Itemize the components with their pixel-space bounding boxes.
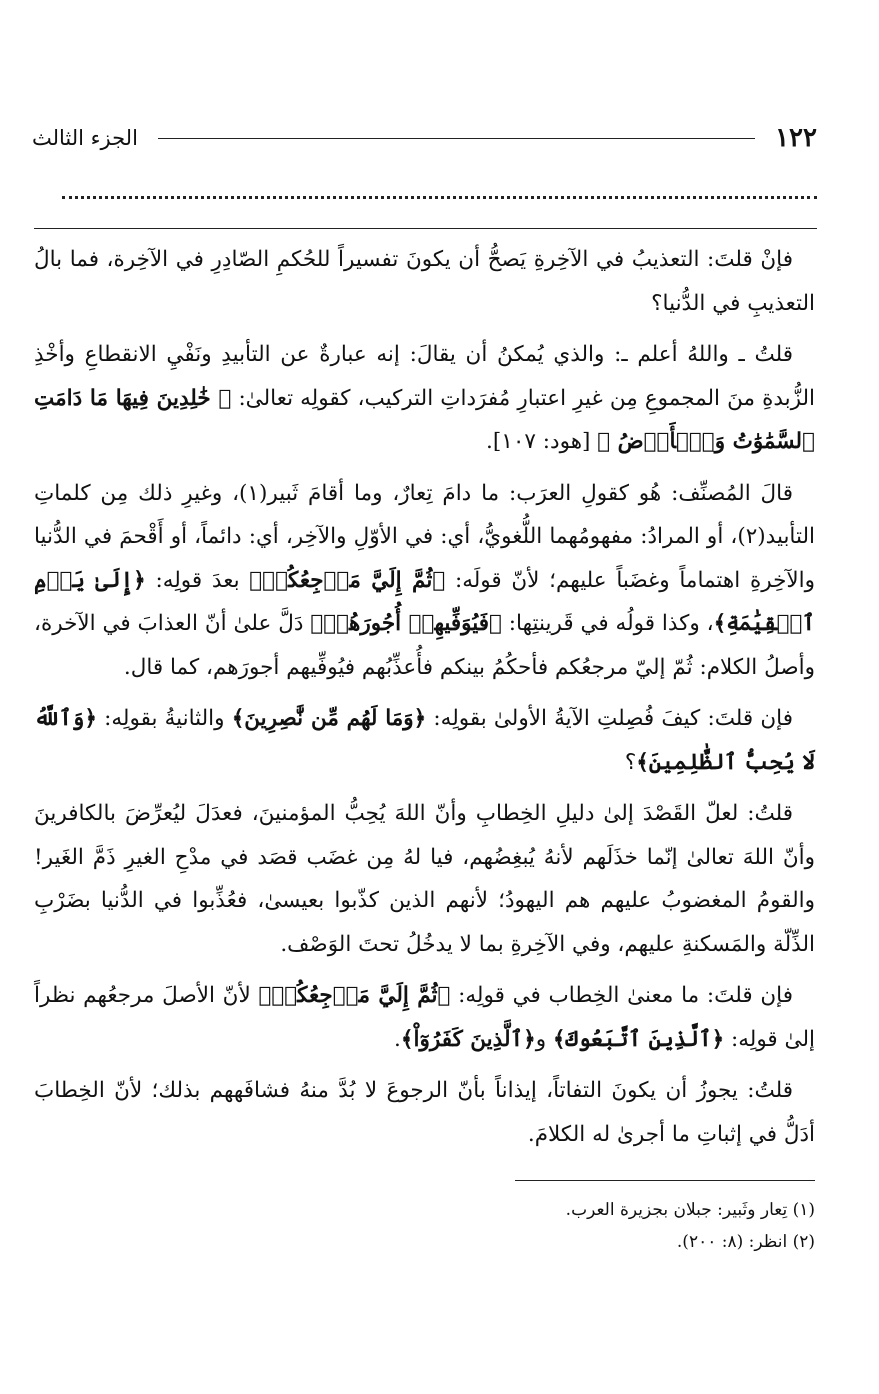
paragraph-text: دَلَّ علىٰ أنّ العذابَ في الآخرة، وأصلُ الكلام: ثُمّ إليّ مرجعُكم فأحكُمُ بينكم فأُعذِّبُهم فيُوفِّيهم أجورَهم، كما قال. (34, 611, 815, 680)
paragraph (34, 974, 815, 1061)
paragraph (34, 792, 815, 966)
paragraph-text: قلتُ: يجوزُ أن يكونَ التفاتاً، إيذاناً بأنّ الرجوعَ لا بُدَّ منهُ فشافَههم بذلك؛ لأنّ الخِطابَ أدَلُّ في إثباتِ ما أجرىٰ له الكلامَ. (34, 1078, 815, 1147)
quran-quote: ﴿فَيُوَفِّيهِمۡ أُجُورَهُمۡ﴾ (310, 611, 502, 636)
quran-quote: ﴿ثُمَّ إِلَيَّ مَرۡجِعُكُمۡ﴾ (258, 983, 451, 1008)
footnote: (٢) انظر: (٨: ٢٠٠). (676, 1232, 815, 1252)
paragraph-text: بعدَ قولِه: (145, 567, 250, 593)
paragraph-text: ؟ (624, 749, 637, 775)
quran-quote: ﴿إِلَىٰ يَوۡمِ ٱلۡقِيَٰمَةِ﴾ (34, 567, 815, 636)
running-title: الجزء الثالث (32, 126, 138, 150)
quran-quote: ﴿ثُمَّ إِلَيَّ مَرۡجِعُكُمۡ﴾ (249, 567, 446, 593)
footnotes (34, 1194, 815, 1258)
dotted-separator (62, 196, 817, 199)
paragraph-text: [هود: ١٠٧]. (486, 429, 598, 454)
paragraph-text: قالَ المُصنِّف: هُو كقولِ العرَب: ما دامَ تِعارٌ، وما أقامَ ثَبير(١)، وغيرِ ذلك مِن كلماتِ التأبيد(٢)، أو المرادُ: مفهومُهما اللُّغويُّ، أي: في الأوّلِ والآخِر، أي: دائماً، أو أَقْحمَ في الدُّنيا والآخِرةِ اهتماماً وغضَباً عليهم؛ لأنّ قولَه: (34, 480, 815, 593)
paragraph (34, 1069, 815, 1156)
paragraph (34, 238, 815, 325)
paragraph-text: . (394, 1026, 401, 1052)
page-header (32, 118, 817, 158)
footnote-rule (515, 1180, 815, 1181)
paragraph-text: لأنّ الأصلَ مرجعُهم نظراً إلىٰ قولِه: (34, 983, 815, 1052)
quran-quote: ﴿وَٱللَّهُ لَا يُحِبُّ ٱلظَّٰلِمِينَ﴾ (34, 706, 815, 775)
quran-quote: ﴿ٱلَّذِينَ كَفَرُوٓاْ﴾ (400, 1026, 536, 1052)
quran-quote: ﴿وَمَا لَهُم مِّن نَّٰصِرِينَ﴾ (231, 706, 427, 731)
paragraph-text: و (535, 1026, 553, 1052)
page-number: ١٢٢ (775, 123, 817, 153)
paragraph (34, 697, 815, 784)
main-text (34, 238, 815, 1164)
paragraph-text: والثانيةُ بقولِه: (97, 706, 232, 731)
paragraph-text: قلتُ: لعلّ القَصْدَ إلىٰ دليلِ الخِطابِ وأنّ اللهَ يُحِبُّ المؤمنينَ، فعدَلَ ليُعرِّضَ بالكافرينَ وأنّ اللهَ تعالىٰ إنّما خذَلَهم لأنهُ يُبغِضُهم، فيا لهُ مِن غضَب قصَد في مدْحِ الغيرِ ذَمَّ الغَير! والقومُ المغضوبُ عليهم هم اليهودُ؛ لأنهم الذين كذّبوا بعيسىٰ، فعُذِّبوا في الدُّنيا بضَرْبِ الذِّلّة والمَسكنةِ عليهم، وفي الآخِرةِ بما لا يدخُلُ تحتَ الوَصْف. (34, 801, 815, 957)
quran-quote: ﴿ٱلَّذِينَ ٱتَّبَعُوكَ﴾ (552, 1026, 725, 1052)
paragraph-text: فإن قلتَ: كيفَ فُصِلتِ الآيةُ الأولىٰ بقولِه: (426, 706, 793, 731)
paragraph-text: فإن قلتَ: ما معنىٰ الخِطاب في قولِه: (450, 983, 793, 1008)
paragraph-text: فإنْ قلتَ: التعذيبُ في الآخِرةِ يَصحُّ أن يكونَ تفسيراً للحُكمِ الصّادِرِ في الآخِرة، فما بالُ التعذيبِ في الدُّنيا؟ (34, 247, 815, 316)
header-rule (158, 138, 755, 139)
paragraph (34, 333, 815, 464)
quran-quote: ﴿ خَٰلِدِينَ فِيهَا مَا دَامَتِ ٱلسَّمَٰوَٰتُ وَٱلۡأَرۡضُ ﴾ (34, 385, 815, 454)
paragraph-text: ، وكذا قولُه في قَرينتِها: (501, 611, 714, 636)
footnote: (١) تِعار وثَبير: جبلان بجزيرة العرب. (565, 1200, 815, 1220)
paragraph (34, 472, 815, 690)
text-top-rule (34, 228, 817, 229)
paragraph-text: قلتُ ـ واللهُ أعلم ـ: والذي يُمكنُ أن يقالَ: إنه عبارةٌ عن التأبيدِ ونَفْيِ الانقطاعِ وأخْذِ الزُّبدةِ منَ المجموعِ مِن غيرِ اعتبارِ مُفرَداتِ التركيب، كقولِه تعالىٰ: (34, 342, 815, 411)
